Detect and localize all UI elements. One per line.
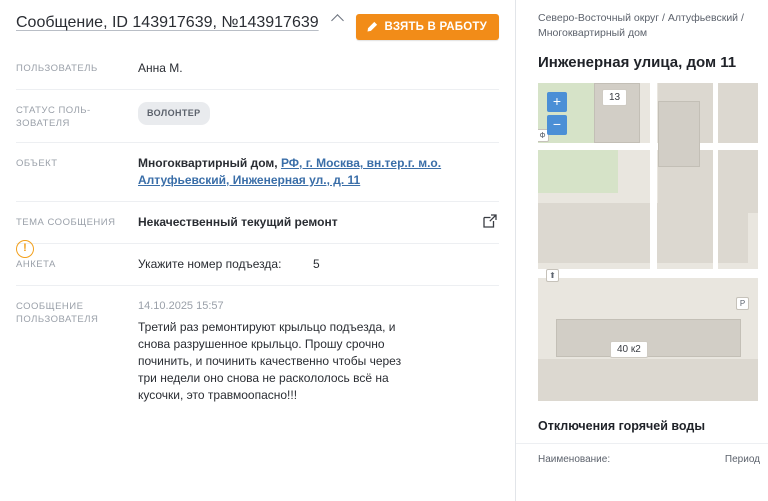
field-user <box>16 48 499 90</box>
field-theme-label: ТЕМА СООБЩЕНИЯ <box>16 217 116 228</box>
object-address-link[interactable]: РФ, г. Москва, вн.тер.г. м.о. Алтуфьевский, Инженерная ул., д. 11 <box>138 156 442 187</box>
chevron-up-icon[interactable] <box>333 13 344 24</box>
warning-icon: ! <box>16 240 34 258</box>
anketa-question: Укажите номер подъезда: <box>138 257 282 271</box>
map-poi-icon[interactable]: Ф <box>538 129 549 142</box>
field-user-status <box>16 90 499 143</box>
external-link-icon[interactable] <box>481 212 499 230</box>
fields-list <box>0 44 515 416</box>
page-title[interactable]: Сообщение, ID 143917639, №143917639 <box>16 14 319 31</box>
field-user-value: Анна М. <box>138 61 183 75</box>
field-anketa-value <box>138 256 499 273</box>
take-to-work-button[interactable] <box>356 14 499 40</box>
map-building <box>658 101 700 167</box>
take-to-work-label: ВЗЯТЬ В РАБОТУ <box>384 21 487 33</box>
message-text: Третий раз ремонтируют крыльцо подъезда, и снова разрушенное крыльцо. Прошу срочно починить, и починить качественно чтобы через три недели оно снова не раскололось всё на кусочки, это травмоопасно!!! <box>138 320 402 402</box>
message-timestamp: 14.10.2025 15:57 <box>138 300 224 312</box>
field-theme-value: Некачественный текущий ремонт <box>138 215 338 229</box>
field-object-label: ОБЪЕКТ <box>16 158 58 169</box>
field-user-message <box>16 286 499 416</box>
field-user-status-label: СТАТУС ПОЛЬ-ЗОВАТЕЛЯ <box>16 105 91 129</box>
map-road <box>650 83 657 278</box>
field-user-message-value <box>138 298 499 404</box>
map-view[interactable] <box>538 83 758 401</box>
object-info-panel <box>516 0 768 501</box>
field-theme <box>16 202 499 254</box>
address-title: Инженерная улица, дом 11 <box>538 54 737 71</box>
map-road <box>538 143 758 150</box>
field-anketa-label: АНКЕТА <box>16 259 56 270</box>
map-zoom-controls[interactable] <box>547 92 567 138</box>
map-poi-icon[interactable]: Р <box>736 297 749 310</box>
zoom-in-button[interactable]: + <box>547 92 567 112</box>
map-block <box>538 359 758 401</box>
map-label-40k2: 40 к2 <box>610 341 648 358</box>
object-type: Многоквартирный дом, <box>138 156 278 170</box>
zoom-out-button[interactable]: − <box>547 115 567 135</box>
map-building-40k2 <box>556 319 741 357</box>
column-header-period: Период <box>724 454 760 465</box>
hot-water-table-header <box>516 443 768 465</box>
field-user-label: ПОЛЬЗОВАТЕЛЬ <box>16 63 98 74</box>
field-object <box>16 143 499 202</box>
field-object-value <box>138 155 499 189</box>
map-poi-icon[interactable]: ⬆ <box>546 269 559 282</box>
pencil-icon <box>366 21 378 33</box>
message-header <box>0 0 515 44</box>
column-header-name: Наименование: <box>538 454 611 465</box>
field-anketa <box>16 244 499 286</box>
status-badge: ВОЛОНТЕР <box>138 102 210 125</box>
anketa-answer: 5 <box>313 257 320 271</box>
map-road <box>713 83 718 278</box>
hot-water-section-title: Отключения горячей воды <box>538 419 706 433</box>
field-user-message-label: СООБЩЕНИЕ ПОЛЬЗОВАТЕЛЯ <box>16 301 99 325</box>
map-label-13: 13 <box>602 89 627 106</box>
map-road <box>538 269 758 278</box>
breadcrumb: Северо-Восточный округ / Алтуфьевский / Многоквартирный дом <box>538 12 744 39</box>
field-user-status-value <box>138 102 499 130</box>
